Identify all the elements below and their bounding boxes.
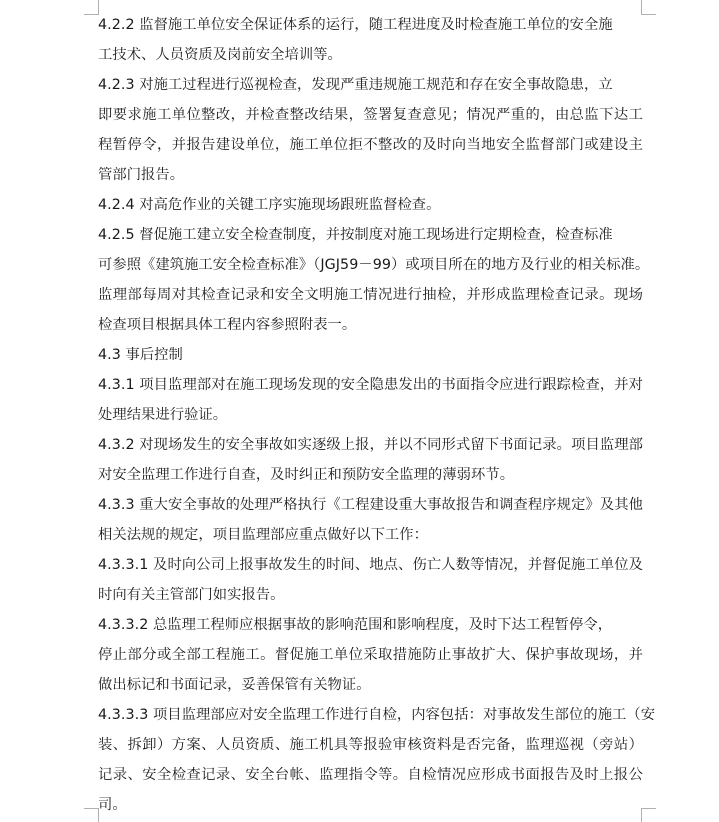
- text-line: 司。: [98, 797, 127, 813]
- text-line: 对安全监理工作进行自查，及时纠正和预防安全监理的薄弱环节。: [98, 467, 515, 483]
- document-body: [98, 10, 656, 820]
- text-line: 记录、安全检查记录、安全台帐、监理指令等。自检情况应形成书面报告及时上报公: [98, 767, 643, 783]
- text-line: 4.2.4 对高危作业的关键工序实施现场跟班监督检查。: [98, 197, 441, 213]
- text-line: 管部门报告。: [98, 167, 185, 183]
- margin-corner-mark: [84, 808, 99, 822]
- text-line: 停止部分或全部工程施工。督促施工单位采取措施防止事故扩大、保护事故现场，并: [98, 647, 643, 663]
- margin-corner-mark: [641, 0, 656, 15]
- text-line: 4.2.5 督促施工建立安全检查制度，并按制度对施工现场进行定期检查，检查标准: [98, 227, 613, 243]
- text-line: 4.3.3.1 及时向公司上报事故发生的时间、地点、伤亡人数等情况，并督促施工单位及: [98, 557, 643, 573]
- text-line: 工技术、人员资质及岗前安全培训等。: [98, 47, 342, 63]
- text-line: 4.3.3.2 总监理工程师应根据事故的影响范围和影响程度，及时下达工程暂停令，: [98, 617, 613, 633]
- text-line: 4.3.3 重大安全事故的处理严格执行《工程建设重大事故报告和调查程序规定》及其他: [98, 497, 643, 513]
- text-line: 监理部每周对其检查记录和安全文明施工情况进行抽检，并形成监理检查记录。现场: [98, 287, 643, 303]
- text-line: 4.3.3.3 项目监理部应对安全监理工作进行自检，内容包括：对事故发生部位的施工（安: [98, 707, 656, 723]
- margin-corner-mark: [641, 808, 656, 822]
- text-line: 做出标记和书面记录，妥善保管有关物证。: [98, 677, 371, 693]
- text-line: 处理结果进行验证。: [98, 407, 228, 423]
- text-line: 4.3.1 项目监理部对在施工现场发现的安全隐患发出的书面指令应进行跟踪检查，并对: [98, 377, 643, 393]
- text-line: 即要求施工单位整改，并检查整改结果，签署复查意见；情况严重的，由总监下达工: [98, 107, 643, 123]
- text-line: 检查项目根据具体工程内容参照附表一。: [98, 317, 357, 333]
- text-line: 装、拆卸）方案、人员资质、施工机具等报验审核资料是否完备，监理巡视（旁站）: [98, 737, 643, 753]
- text-line: 4.3 事后控制: [98, 347, 183, 363]
- text-line: 4.2.2 监督施工单位安全保证体系的运行，随工程进度及时检查施工单位的安全施: [98, 17, 613, 33]
- text-line: 相关法规的规定，项目监理部应重点做好以下工作：: [98, 527, 428, 543]
- margin-corner-mark: [84, 0, 99, 15]
- text-line: 程暂停令，并报告建设单位，施工单位拒不整改的及时向当地安全监督部门或建设主: [98, 137, 643, 153]
- text-line: 4.3.2 对现场发生的安全事故如实逐级上报，并以不同形式留下书面记录。项目监理部: [98, 437, 643, 453]
- text-line: 时向有关主管部门如实报告。: [98, 587, 285, 603]
- text-line: 4.2.3 对施工过程进行巡视检查，发现严重违规施工规范和存在安全事故隐患，立: [98, 77, 613, 93]
- text-line: 可参照《建筑施工安全检查标准》（JGJ59－99）或项目所在的地方及行业的相关标准。: [98, 257, 650, 273]
